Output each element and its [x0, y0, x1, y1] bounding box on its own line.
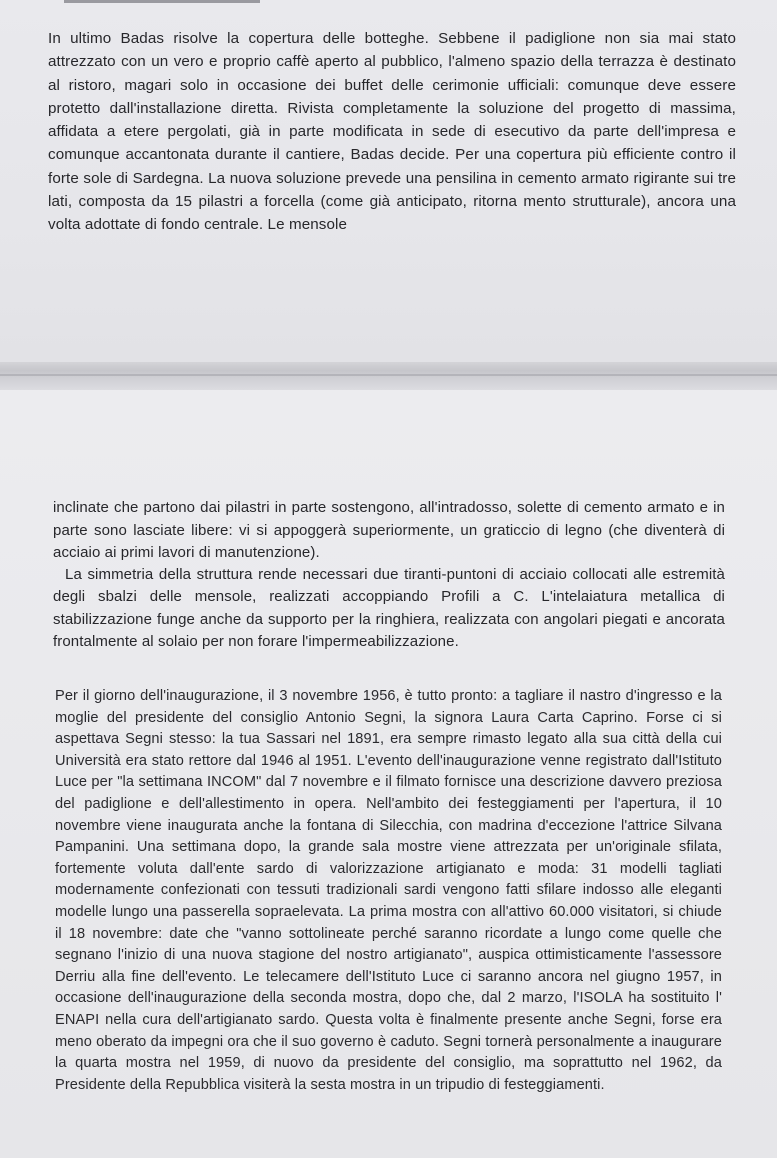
fold-line [0, 374, 777, 376]
paragraph-inaugurazione: Per il giorno dell'inaugurazione, il 3 novembre 1956, è tutto pronto: a tagliare il nastro d'ingresso e la moglie del presidente del consiglio Antonio Segni, la signora Laura Carta Caprino. Forse ci si aspettava Segni stesso: la tua Sassari nel 1891, era sempre rimasto legato alla sua città della cui Università era stato rettore dal 1946 al 1951. L'evento dell'inaugurazione venne registrato dall'Istituto Luce per "la settimana INCOM" dal 7 novembre e il filmato fornisce una descrizione davvero preziosa del padiglione e dell'allestimento in opera. Nell'ambito dei festeggiamenti per l'apertura, il 10 novembre viene inaugurata anche la fontana di Silecchia, con madrina d'eccezione l'attrice Silvana Pampanini. Una settimana dopo, la grande sala mostre viene attrezzata per un'originale sfilata, fortemente voluta dall'ente sardo di valorizzazione artigianato e moda: 31 modelli tagliati modernamente confezionati con tessuti tradizionali sardi vengono fatti sfilare indosso alle eleganti modelle lungo una passerella sopraelevata. La prima mostra con all'attivo 60.000 visitatori, si chiude il 18 novembre: date che "vanno sottolineate perché saranno ricordate a lungo come quelle che segnano l'inizio di una nuova stagione del nostro artigianato", auspica ottimisticamente l'assessore Derriu alla fine dell'evento. Le telecamere dell'Istituto Luce ci saranno ancora nel giugno 1957, in occasione dell'inaugurazione della seconda mostra, dopo che, dal 2 marzo, l'ISOLA ha sostituito l' ENAPI nella cura dell'artigianato sardo. Questa volta è finalmente presente anche Segni, forse era meno oberato da impegni ora che il suo governo è caduto. Segni tornerà personalmente a inaugurare la quarta mostra nel 1959, di nuovo da presidente del consiglio, ma soprattutto nel 1962, da Presidente della Repubblica visiterà la sesta mostra in un tripudio di festeggiamenti. [55, 688, 722, 1093]
paragraph-copertura-botteghe: In ultimo Badas risolve la copertura delle botteghe. Sebbene il padiglione non sia mai stato attrezzato con un vero e proprio caffè aperto al pubblico, l'almeno spazio della terrazza è destinato al ristoro, magari solo in occasione dei buffet delle cerimonie ufficiali: comunque deve essere protetto dall'installazione diretta. Rivista completamente la soluzione del progetto di massima, affidata a etere pergolati, già in parte modificata in sede di esecutivo da parte dell'impresa e comunque accantonata durante il cantiere, Badas decide. Per una copertura più efficiente contro il forte sole di Sardegna. La nuova soluzione prevede una pensilina in cemento armato rigirante sui tre lati, composta da 15 pilastri a forcella (come già anticipato, ritorna mento strutturale), ancora una volta adottate di fondo centrale. Le mensole [48, 30, 736, 234]
paragraph-simmetria-struttura: La simmetria della struttura rende necessari due tiranti-puntoni di acciaio collocati alle estremità degli sbalzi delle mensole, realizzati accoppiando Profili a C. L'intelaiatura metallica di stabilizzazione funge anche da supporto per la ringhiera, realizzata con angolari piegati e ancorata frontalmente al solaio per non forare l'impermeabilizzazione. [53, 566, 725, 650]
paragraph-mensole-inclinate: inclinate che partono dai pilastri in parte sostengono, all'intradosso, solette di cemento armato e in parte sono lasciate libere: vi si appoggerà superiormente, un graticcio di legno (che diventerà di acciaio ai primi lavori di manutenzione). [53, 499, 725, 562]
page-fold [0, 362, 777, 390]
top-rule [64, 0, 260, 3]
